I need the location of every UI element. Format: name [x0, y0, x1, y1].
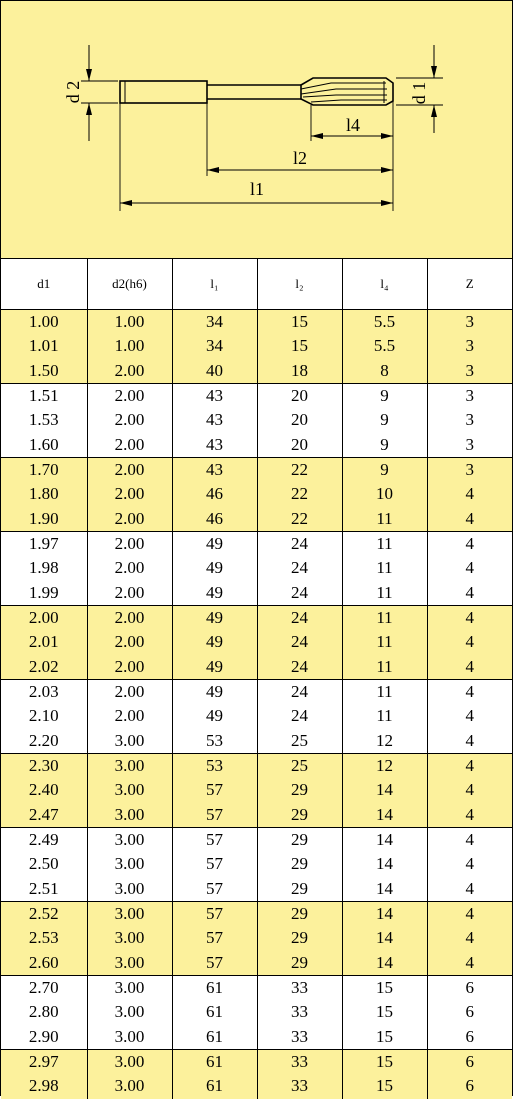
cell-l2: 33	[257, 975, 342, 1000]
cell-l1: 57	[172, 951, 257, 976]
cell-d2: 2.00	[87, 383, 172, 408]
cell-d1: 2.03	[1, 679, 87, 704]
cell-d1: 2.90	[1, 1025, 87, 1050]
table-row	[1, 1025, 512, 1050]
reamer-diagram	[1, 1, 512, 259]
cell-l1: 49	[172, 556, 257, 580]
shank-outline	[120, 81, 207, 103]
cell-z: 6	[427, 1000, 512, 1024]
cell-z: 4	[427, 630, 512, 654]
cell-d1: 2.47	[1, 803, 87, 828]
flute-line	[311, 100, 387, 102]
cell-l2: 24	[257, 630, 342, 654]
table-row	[1, 679, 512, 704]
cell-l2: 29	[257, 901, 342, 926]
cell-d2: 2.00	[87, 704, 172, 728]
arrowhead	[381, 167, 393, 173]
cell-d2: 2.00	[87, 408, 172, 432]
cell-l2: 33	[257, 1074, 342, 1098]
cell-d2: 3.00	[87, 1000, 172, 1024]
cell-z: 4	[427, 729, 512, 754]
cell-l4: 11	[342, 655, 427, 680]
cell-z: 3	[427, 457, 512, 482]
cell-l4: 14	[342, 901, 427, 926]
cell-d1: 2.98	[1, 1074, 87, 1098]
cell-d1: 1.00	[1, 310, 87, 335]
cell-l2: 15	[257, 334, 342, 358]
l4-label: l4	[345, 115, 361, 135]
cell-l1: 43	[172, 383, 257, 408]
arrowhead	[431, 66, 437, 78]
cell-d2: 3.00	[87, 778, 172, 802]
cell-l2: 24	[257, 655, 342, 680]
cell-l2: 29	[257, 926, 342, 950]
cell-l4: 5.5	[342, 310, 427, 335]
cell-d1: 2.97	[1, 1049, 87, 1074]
cell-l4: 11	[342, 679, 427, 704]
table-row	[1, 877, 512, 902]
cell-l1: 46	[172, 482, 257, 506]
cell-l2: 24	[257, 679, 342, 704]
cell-d1: 2.20	[1, 729, 87, 754]
cell-l1: 53	[172, 729, 257, 754]
cell-l2: 24	[257, 556, 342, 580]
cell-l4: 10	[342, 482, 427, 506]
table-row	[1, 630, 512, 654]
cell-d1: 1.97	[1, 531, 87, 556]
cell-l4: 14	[342, 926, 427, 950]
cell-d1: 1.60	[1, 433, 87, 458]
table-row	[1, 1074, 512, 1098]
cell-z: 3	[427, 408, 512, 432]
cell-l4: 11	[342, 556, 427, 580]
cell-l2: 24	[257, 704, 342, 728]
table-row	[1, 383, 512, 408]
cell-l1: 57	[172, 827, 257, 852]
table-row	[1, 729, 512, 754]
cell-l2: 33	[257, 1025, 342, 1050]
cell-l1: 43	[172, 433, 257, 458]
cell-l1: 57	[172, 926, 257, 950]
cell-d2: 2.00	[87, 359, 172, 384]
cell-z: 3	[427, 433, 512, 458]
header-d2: d2(h6)	[87, 259, 172, 310]
cell-l4: 12	[342, 729, 427, 754]
cell-z: 4	[427, 877, 512, 902]
cell-l2: 24	[257, 605, 342, 630]
cell-d1: 2.49	[1, 827, 87, 852]
cell-z: 4	[427, 827, 512, 852]
table-body	[1, 310, 512, 1099]
table-row	[1, 827, 512, 852]
cell-l4: 15	[342, 1025, 427, 1050]
cell-l2: 29	[257, 827, 342, 852]
cell-l2: 22	[257, 457, 342, 482]
cell-l1: 34	[172, 334, 257, 358]
cell-d2: 3.00	[87, 1049, 172, 1074]
cell-l1: 61	[172, 975, 257, 1000]
cell-d1: 2.52	[1, 901, 87, 926]
table-row	[1, 531, 512, 556]
cell-d2: 2.00	[87, 457, 172, 482]
cell-d1: 2.51	[1, 877, 87, 902]
cell-d1: 2.50	[1, 852, 87, 876]
arrowhead	[431, 105, 437, 117]
cell-l1: 57	[172, 852, 257, 876]
cell-d2: 3.00	[87, 1074, 172, 1098]
cell-l1: 49	[172, 581, 257, 606]
cell-l4: 9	[342, 383, 427, 408]
cell-d2: 3.00	[87, 926, 172, 950]
cell-l4: 14	[342, 827, 427, 852]
cell-z: 4	[427, 951, 512, 976]
cell-d1: 2.02	[1, 655, 87, 680]
cell-l4: 9	[342, 408, 427, 432]
table-row	[1, 359, 512, 384]
cell-z: 4	[427, 507, 512, 532]
cell-l2: 29	[257, 877, 342, 902]
d2-label: d 2	[63, 80, 83, 104]
table-row	[1, 457, 512, 482]
cell-d2: 2.00	[87, 679, 172, 704]
cell-l4: 14	[342, 803, 427, 828]
cell-z: 4	[427, 926, 512, 950]
cell-l4: 11	[342, 630, 427, 654]
cell-l4: 15	[342, 1049, 427, 1074]
cell-l2: 29	[257, 951, 342, 976]
table-row	[1, 507, 512, 532]
cell-l2: 25	[257, 729, 342, 754]
cell-z: 4	[427, 655, 512, 680]
cell-z: 4	[427, 901, 512, 926]
cell-l1: 57	[172, 803, 257, 828]
cell-l4: 15	[342, 975, 427, 1000]
cell-d2: 3.00	[87, 827, 172, 852]
cell-l1: 43	[172, 408, 257, 432]
cell-z: 4	[427, 803, 512, 828]
cell-d2: 2.00	[87, 507, 172, 532]
cell-d1: 2.60	[1, 951, 87, 976]
cell-d1: 2.40	[1, 778, 87, 802]
cell-d1: 1.70	[1, 457, 87, 482]
cell-l2: 29	[257, 803, 342, 828]
cell-d2: 3.00	[87, 975, 172, 1000]
l1-label: l1	[249, 179, 265, 199]
cell-l4: 8	[342, 359, 427, 384]
cell-d2: 2.00	[87, 655, 172, 680]
cell-d2: 1.00	[87, 310, 172, 335]
cell-d1: 2.80	[1, 1000, 87, 1024]
cell-z: 4	[427, 556, 512, 580]
arrowhead	[86, 103, 92, 115]
cell-l4: 15	[342, 1000, 427, 1024]
table-row	[1, 852, 512, 876]
cell-d2: 3.00	[87, 901, 172, 926]
cell-l2: 22	[257, 507, 342, 532]
cell-l1: 43	[172, 457, 257, 482]
cell-l4: 5.5	[342, 334, 427, 358]
cell-l1: 61	[172, 1074, 257, 1098]
table-row	[1, 901, 512, 926]
cell-z: 6	[427, 1025, 512, 1050]
arrowhead	[120, 200, 132, 206]
cell-l2: 20	[257, 433, 342, 458]
cell-l1: 61	[172, 1000, 257, 1024]
cell-d1: 1.53	[1, 408, 87, 432]
arrowhead	[381, 133, 393, 139]
table-row	[1, 581, 512, 606]
table-row	[1, 1049, 512, 1074]
cell-l1: 61	[172, 1049, 257, 1074]
cell-l4: 11	[342, 581, 427, 606]
cell-l1: 57	[172, 778, 257, 802]
cell-d2: 2.00	[87, 531, 172, 556]
table-row	[1, 655, 512, 680]
cell-l1: 61	[172, 1025, 257, 1050]
cell-l2: 24	[257, 531, 342, 556]
cell-l1: 49	[172, 655, 257, 680]
cell-d2: 2.00	[87, 630, 172, 654]
cell-d1: 1.51	[1, 383, 87, 408]
cell-l4: 9	[342, 433, 427, 458]
cell-z: 4	[427, 753, 512, 778]
cell-l2: 29	[257, 852, 342, 876]
cell-d2: 2.00	[87, 605, 172, 630]
header-l1: l₁	[172, 259, 257, 310]
table-row	[1, 803, 512, 828]
l2-label: l2	[292, 148, 308, 168]
cell-l1: 49	[172, 630, 257, 654]
reamer-drawing	[1, 1, 512, 258]
cell-d1: 2.53	[1, 926, 87, 950]
cell-l1: 49	[172, 704, 257, 728]
cell-z: 6	[427, 975, 512, 1000]
table-row	[1, 778, 512, 802]
cell-l2: 33	[257, 1049, 342, 1074]
cell-d1: 2.00	[1, 605, 87, 630]
cell-z: 4	[427, 531, 512, 556]
cell-l4: 11	[342, 507, 427, 532]
cell-d1: 2.70	[1, 975, 87, 1000]
cell-l1: 57	[172, 901, 257, 926]
cell-l1: 46	[172, 507, 257, 532]
table-row	[1, 433, 512, 458]
cell-l4: 11	[342, 704, 427, 728]
cell-d2: 3.00	[87, 753, 172, 778]
table-row	[1, 334, 512, 358]
cell-d1: 1.01	[1, 334, 87, 358]
cell-l2: 29	[257, 778, 342, 802]
cell-l2: 20	[257, 408, 342, 432]
cell-l4: 14	[342, 778, 427, 802]
cell-l4: 14	[342, 951, 427, 976]
cell-d1: 1.98	[1, 556, 87, 580]
d1-label: d 1	[409, 81, 429, 105]
cell-z: 4	[427, 852, 512, 876]
table-row	[1, 605, 512, 630]
cell-l2: 20	[257, 383, 342, 408]
cell-d1: 1.50	[1, 359, 87, 384]
header-l2: l₂	[257, 259, 342, 310]
cell-z: 4	[427, 605, 512, 630]
table-row	[1, 482, 512, 506]
table-row	[1, 310, 512, 335]
table-row	[1, 975, 512, 1000]
arrowhead	[311, 133, 323, 139]
cell-d2: 3.00	[87, 951, 172, 976]
table-row	[1, 556, 512, 580]
cell-l2: 33	[257, 1000, 342, 1024]
cell-z: 4	[427, 778, 512, 802]
cell-z: 3	[427, 310, 512, 335]
cell-l4: 12	[342, 753, 427, 778]
cell-z: 4	[427, 679, 512, 704]
cell-l2: 25	[257, 753, 342, 778]
cell-d2: 2.00	[87, 556, 172, 580]
table-row	[1, 704, 512, 728]
cell-d2: 3.00	[87, 1025, 172, 1050]
cell-l2: 22	[257, 482, 342, 506]
table-row	[1, 951, 512, 976]
cell-l1: 53	[172, 753, 257, 778]
arrowhead	[381, 200, 393, 206]
flute-line	[303, 95, 387, 97]
cell-l1: 49	[172, 679, 257, 704]
cell-d2: 3.00	[87, 803, 172, 828]
cell-l4: 11	[342, 605, 427, 630]
cell-z: 4	[427, 581, 512, 606]
header-z: Z	[427, 259, 512, 310]
cell-l1: 57	[172, 877, 257, 902]
cell-z: 3	[427, 383, 512, 408]
table-row	[1, 1000, 512, 1024]
cell-d1: 2.01	[1, 630, 87, 654]
cell-d2: 1.00	[87, 334, 172, 358]
dimension-table	[1, 259, 512, 1099]
arrowhead	[207, 167, 219, 173]
cell-d2: 3.00	[87, 852, 172, 876]
cell-l4: 15	[342, 1074, 427, 1098]
cell-d1: 1.99	[1, 581, 87, 606]
table-row	[1, 926, 512, 950]
cell-z: 4	[427, 704, 512, 728]
cell-z: 6	[427, 1074, 512, 1098]
cell-d1: 2.30	[1, 753, 87, 778]
cell-d2: 2.00	[87, 433, 172, 458]
cell-z: 4	[427, 482, 512, 506]
flute-line	[301, 89, 387, 94]
cell-l4: 11	[342, 531, 427, 556]
cell-d2: 3.00	[87, 877, 172, 902]
cell-z: 3	[427, 359, 512, 384]
cell-l4: 14	[342, 877, 427, 902]
cell-l1: 40	[172, 359, 257, 384]
cell-l1: 49	[172, 531, 257, 556]
cell-d1: 1.80	[1, 482, 87, 506]
cell-l2: 15	[257, 310, 342, 335]
cell-l2: 24	[257, 581, 342, 606]
arrowhead	[86, 69, 92, 81]
cell-z: 3	[427, 334, 512, 358]
table-row	[1, 408, 512, 432]
cell-l4: 14	[342, 852, 427, 876]
header-row	[1, 259, 512, 310]
cell-d2: 3.00	[87, 729, 172, 754]
flute-line	[301, 83, 386, 89]
cell-l1: 34	[172, 310, 257, 335]
table-row	[1, 753, 512, 778]
cell-d1: 2.10	[1, 704, 87, 728]
header-l4: l₄	[342, 259, 427, 310]
cell-d2: 2.00	[87, 581, 172, 606]
cell-d2: 2.00	[87, 482, 172, 506]
cell-l2: 18	[257, 359, 342, 384]
header-d1: d1	[1, 259, 87, 310]
cell-z: 6	[427, 1049, 512, 1074]
cell-l1: 49	[172, 605, 257, 630]
cell-l4: 9	[342, 457, 427, 482]
cell-d1: 1.90	[1, 507, 87, 532]
